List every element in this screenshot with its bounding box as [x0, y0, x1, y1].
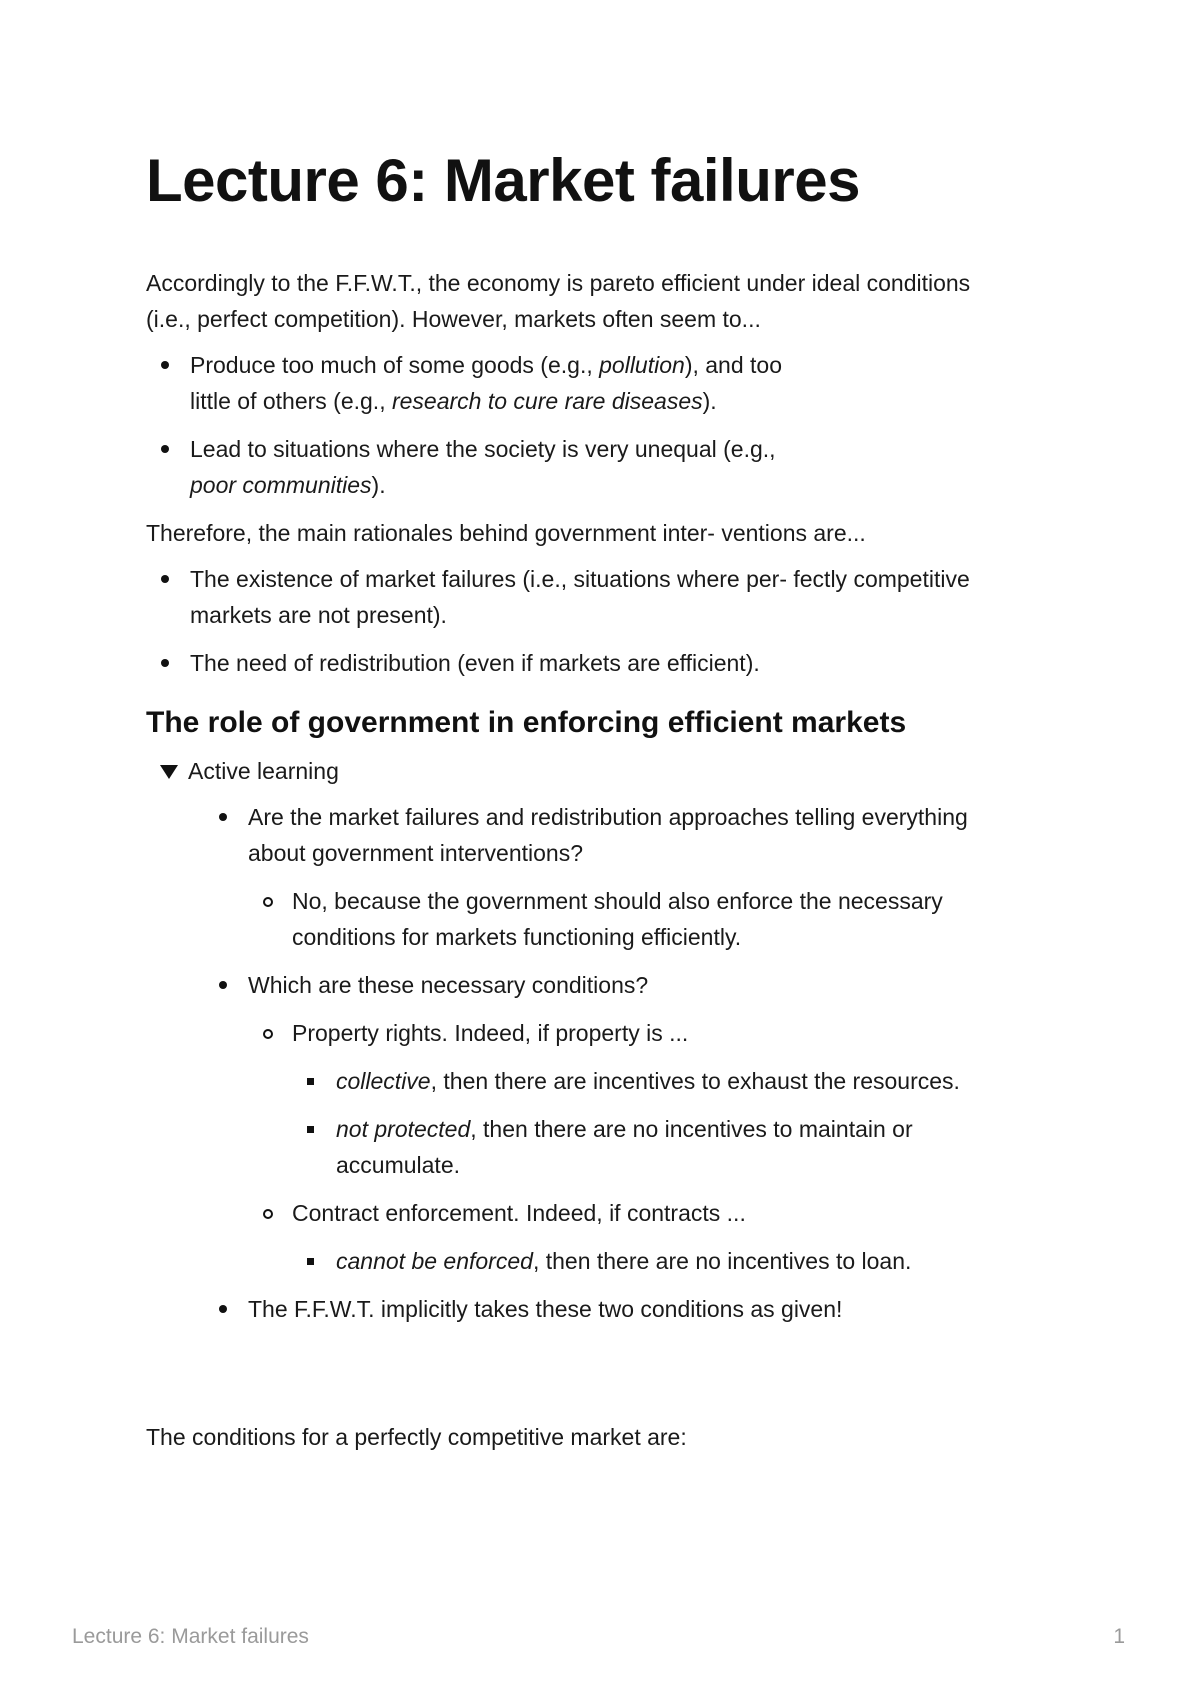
list-item: collective, then there are incentives to exhaust the resources. — [292, 1063, 1046, 1099]
bullet-circle-icon — [263, 1029, 273, 1039]
list-item: cannot be enforced, then there are no incentives to loan. — [292, 1243, 1046, 1279]
list-item: Which are these necessary conditions? — [204, 967, 1046, 1003]
list-item: Are the market failures and redistribution approaches telling everything about government interventions? — [204, 799, 1046, 871]
list-item: Contract enforcement. Indeed, if contracts ... — [248, 1195, 1046, 1231]
bullet-circle-icon — [263, 897, 273, 907]
toggle-label: Active learning — [188, 758, 339, 784]
rationale-list — [146, 561, 1046, 681]
rationale-paragraph: Therefore, the main rationales behind government inter- ventions are... — [146, 520, 866, 546]
bullet-disc-icon — [219, 813, 227, 821]
list-item: The existence of market failures (i.e., situations where per- fectly competitive markets are not present). — [146, 561, 1046, 633]
bullet-disc-icon — [161, 445, 169, 453]
bullet-disc-icon — [161, 659, 169, 667]
bullet-disc-icon — [219, 1305, 227, 1313]
bullet-disc-icon — [219, 981, 227, 989]
bullet-circle-icon — [263, 1209, 273, 1219]
footer-title: Lecture 6: Market failures — [72, 1625, 309, 1648]
page-number: 1 — [1113, 1625, 1125, 1648]
list-item: The F.F.W.T. implicitly takes these two conditions as given! — [204, 1291, 1046, 1327]
list-item: Property rights. Indeed, if property is ... — [248, 1015, 1046, 1051]
bullet-disc-icon — [161, 575, 169, 583]
toggle-triangle-down-icon[interactable] — [160, 765, 178, 779]
bullet-square-icon — [307, 1126, 314, 1133]
intro-list — [146, 347, 1046, 503]
active-learning-list — [146, 799, 1046, 1327]
active-learning-toggle[interactable] — [160, 753, 1046, 789]
intro-line-1: Accordingly to the F.F.W.T., the economy is pareto efficient under ideal conditions — [146, 270, 971, 296]
page-title: Lecture 6: Market failures — [146, 147, 860, 214]
bullet-square-icon — [307, 1078, 314, 1085]
list-item: not protected, then there are no incentives to maintain or accumulate. — [292, 1111, 1046, 1183]
list-item: The need of redistribution (even if markets are efficient). — [146, 645, 1046, 681]
document-body — [146, 265, 1046, 1455]
bullet-disc-icon — [161, 361, 169, 369]
closing-paragraph: The conditions for a perfectly competitive market are: — [146, 1424, 687, 1450]
intro-paragraph — [146, 265, 1046, 337]
list-item: No, because the government should also enforce the necessary conditions for markets functioning efficiently. — [248, 883, 1046, 955]
list-item: Produce too much of some goods (e.g., pollution), and too little of others (e.g., research to cure rare diseases). — [146, 347, 1046, 419]
list-item: Lead to situations where the society is very unequal (e.g., poor communities). — [146, 431, 1046, 503]
section-heading: The role of government in enforcing efficient markets — [146, 706, 907, 739]
intro-line-2: (i.e., perfect competition). However, markets often seem to... — [146, 306, 761, 332]
bullet-square-icon — [307, 1258, 314, 1265]
